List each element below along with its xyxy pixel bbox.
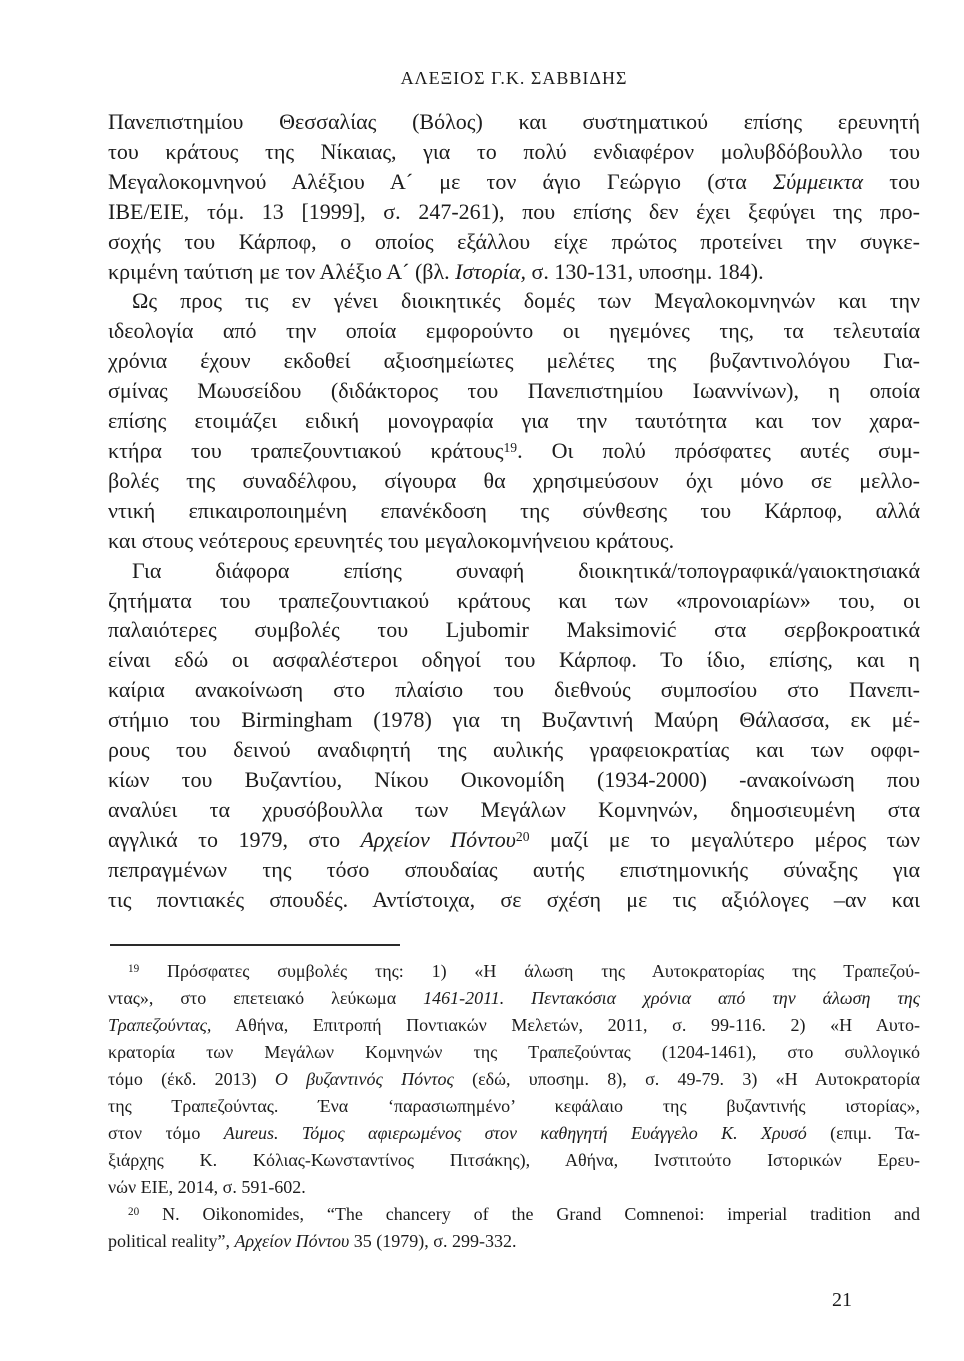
text-line: κριμένη ταύτιση με τον Αλέξιο Α´ (βλ. Ιστορία, σ. 130-131, υποσημ. 184). [108,258,764,284]
body-paragraph [108,286,920,555]
footnotes [108,958,920,1255]
text-line: Πανεπιστημίου Θεσσαλίας (Βόλος) και συστηματικού επίσης ερευνητή [108,109,920,134]
text-line: χρόνια έχουν εκδοθεί αξιοσημείωτες μελέτες της βυζαντινολόγου Για- [108,348,920,374]
text-line: Τραπεζούντας, Αθήνα, Επιτροπή Ποντιακών Μελετών, 2011, σ. 99-116. 2) «Η Αυτο- [108,1015,920,1035]
text-line: Ως προς τις εν γένει διοικητικές δομές των Μεγαλοκομνηνών και την [132,288,920,314]
footnote-separator [110,944,400,946]
footnote-19 [108,958,920,1201]
text-line: της Τραπεζούντας. Ένα ‘παρασιωπημένο’ κεφάλαιο της βυζαντινής ιστορίας», [108,1096,920,1116]
text-line: στον τόμο Aureus. Τόμος αφιερωμένος στον καθηγητή Ευάγγελο Κ. Χρυσό (επιμ. Τα- [108,1123,920,1143]
text-line: τις ποντιακές σπουδές. Αντίστοιχα, σε σχέση με τις αξιόλογες –αν και [108,886,920,912]
text-line: $^{20}$ N. Oikonomides, “The chancery of the Grand Comnenoi: imperial tradition and [128,1204,920,1224]
body-paragraph [108,107,920,286]
text-line: Για διάφορα επίσης συναφή διοικητικά/τοπογραφικά/γαιοκτησιακά [132,557,920,583]
text-line: και στους νεότερους ερευνητές του μεγαλοκομνήνειου κράτους. [108,527,675,553]
text-line: $^{19}$ Πρόσφατες συμβολές της: 1) «Η άλωση της Αυτοκρατορίας της Τραπεζού- [128,961,920,981]
text-line: επίσης ετοιμάζει ειδική μονογραφία για την ταυτότητα και τον χαρα- [108,408,920,434]
text-line: political reality”, Αρχείον Πόντου 35 (1979), σ. 299-332. [108,1231,517,1251]
text-line: του κράτους της Νίκαιας, για το πολύ ενδιαφέρον μολυβδόβουλλο του [108,138,920,164]
text-line: ξιάρχης Κ. Κόλιας-Κωνσταντίνος Πιτσάκης), Αθήνα, Ινστιτούτο Ιστορικών Ερευ- [108,1150,920,1170]
text-line: αγγλικά το 1979, στο Αρχείον Πόντου$^{20}$ μαζί με το μεγαλύτερο μέρος των [108,826,921,852]
page-number: 21 [832,1289,852,1311]
text-line: στήμιο του Birmingham (1978) για τη Βυζαντινή Μαύρη Θάλασσα, εκ μέ- [108,707,920,733]
text-line: ζητήματα του τραπεζουντιακού κράτους και των «προνοιαρίων» του, οι [108,587,920,613]
text-line: είναι εδώ οι ασφαλέστεροι οδηγοί του Κάρποφ. Το ίδιο, επίσης, και η [108,647,920,673]
text-line: ντική επικαιροποιημένη επανέκδοση της σύνθεσης του Κάρποφ, αλλά [108,497,920,523]
text-line: σοχής του Κάρποφ, ο οποίος εξάλλου είχε πρώτος προτείνει την συγκε- [108,228,920,254]
text-line: ντας», στο επετειακό λεύκωμα 1461-2011. Πεντακόσια χρόνια από την άλωση της [108,988,921,1008]
text-line: σμίνας Μωυσείδου (διδάκτορος του Πανεπιστημίου Ιωαννίνων), η οποία [108,378,920,404]
text-line: κίων του Βυζαντίου, Νίκου Οικονομίδη (1934-2000) -ανακοίνωση που [108,766,920,792]
footnote-reference: 20 [515,828,530,844]
footnote-20 [108,1201,920,1255]
body-paragraph [108,556,920,915]
text-line: ρους του δεινού αναδιφητή της αυλικής γραφειοκρατίας και των οφφι- [108,737,920,763]
text-line: αναλύει τα χρυσόβουλλα των Μεγάλων Κομνηνών, δημοσιευμένη στα [108,796,920,822]
text-line: Μεγαλοκομνηνού Αλέξιου Α´ με τον άγιο Γεώργιο (στα Σύμμεικτα του [108,168,921,194]
text-line: βολές της συναδέλφου, σίγουρα θα χρησιμεύσουν όχι μόνο σε μελλο- [108,467,920,493]
footnote-reference: 19 [503,439,518,455]
text-line: πεπραγμένων της τόσο σπουδαίας αυτής επιστημονικής σύναξης για [108,856,920,882]
text-line: νών ΕΙΕ, 2014, σ. 591-602. [108,1177,306,1197]
footnote-reference: 20 [128,1205,140,1218]
text-line: κτήρα του τραπεζουντιακού κράτους$^{19}$. Οι πολύ πρόσφατες αυτές συμ- [108,437,921,463]
text-line: τόμο (έκδ. 2013) Ο βυζαντινός Πόντος (εδώ, υποσημ. 8), σ. 49-79. 3) «Η Αυτοκρατορία [108,1069,920,1089]
body-text [108,107,920,914]
text-line: παλαιότερες συμβολές του Ljubomir Maksimović στα σερβοκροατικά [108,617,920,643]
text-line: ΙΒΕ/ΕΙΕ, τόμ. 13 [1999], σ. 247-261), που επίσης δεν έχει ξεφύγει της προ- [108,198,920,224]
text-line: ιδεολογία από την οποία εμφορούντο οι ηγεμόνες της, τα τελευταία [108,318,920,344]
running-head: ΑΛΕΞΙΟΣ Γ.Κ. ΣΑΒΒΙΔΗΣ [400,68,628,88]
text-line: καίρια ανακοίνωση στο πλαίσιο του διεθνούς συμποσίου στο Πανεπι- [108,677,920,703]
footnote-reference: 19 [128,962,140,975]
text-line: κρατορία των Μεγάλων Κομνηνών της Τραπεζούντας (1204-1461), στο συλλογικό [108,1042,920,1062]
